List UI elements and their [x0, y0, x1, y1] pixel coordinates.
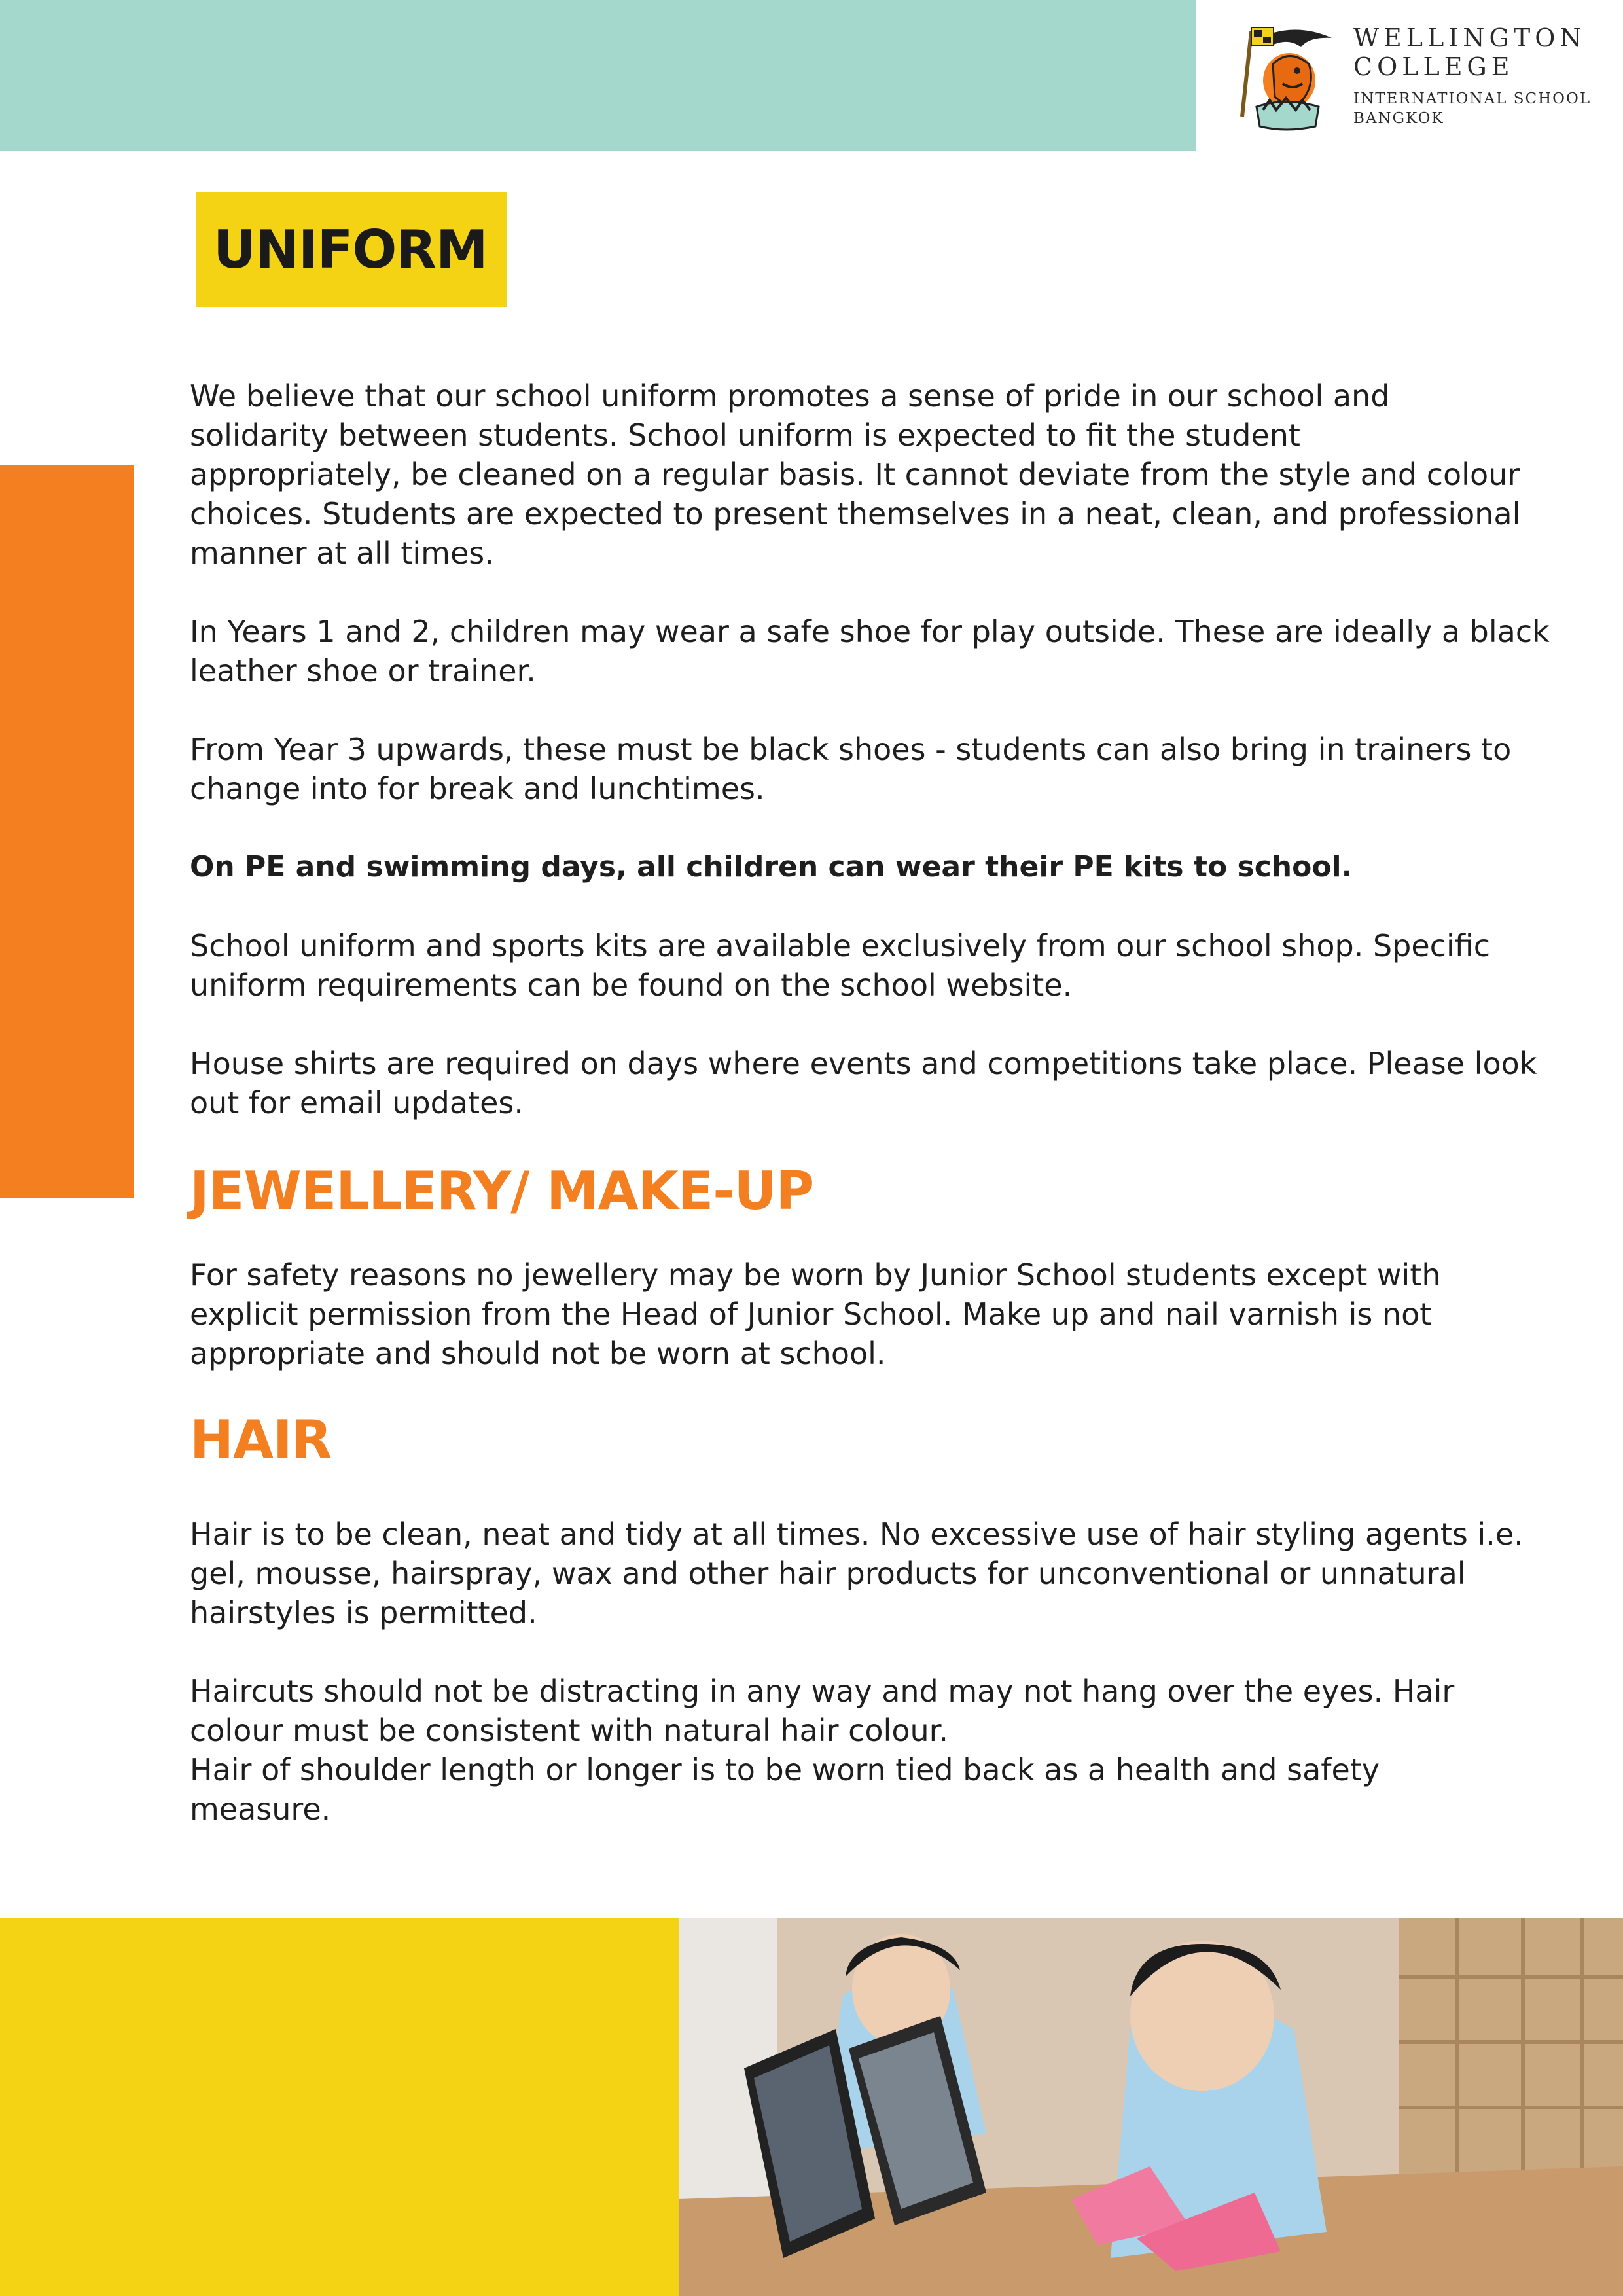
main-content [190, 376, 1571, 1829]
hair-paragraph-clean: Hair is to be clean, neat and tidy at all times. No excessive use of hair styling agents i.e. gel, mousse, hairspray, wax and other hair products for unconventional or unnatural hairstyles is permitted. [190, 1516, 1524, 1630]
bottom-yellow-block [0, 1918, 679, 2296]
logo-college: COLLEGE [1353, 52, 1514, 81]
jewellery-heading: JEWELLERY/ MAKE-UP [190, 1160, 814, 1221]
jewellery-paragraph: For safety reasons no jewellery may be worn by Junior School students except with explicit permission from the Head of Junior School. Make up and nail varnish is not appropriate and should not be worn at school. [190, 1257, 1441, 1371]
uniform-heading: UNIFORM [213, 219, 488, 280]
logo-wellington: WELLINGTON [1353, 24, 1586, 52]
uniform-paragraph-house-shirts: House shirts are required on days where events and competitions take place. Please look out for email updates. [190, 1046, 1537, 1121]
uniform-paragraph-pe-days: On PE and swimming days, all children can wear their PE kits to school. [190, 850, 1353, 884]
hair-paragraph-haircuts: Haircuts should not be distracting in any way and may not hang over the eyes. Hair colour must be consistent with natural hair colour. Hair of shoulder length or longer is to be worn tied back as a health and safety measure. [190, 1674, 1455, 1827]
school-logo [1237, 18, 1603, 143]
uniform-paragraph-school-shop: School uniform and sports kits are available exclusively from our school shop. Specific uniform requirements can be found on the school website. [190, 928, 1490, 1003]
uniform-paragraph-pride: We believe that our school uniform promotes a sense of pride in our school and solidarity between students. School uniform is expected to fit the student appropriately, be cleaned on a regular basis. It cannot deviate from the style and colour choices. Students are expected to present themselves in a neat, clean, and professional manner at all times. [190, 378, 1521, 571]
logo-bangkok: BANGKOK [1353, 110, 1444, 127]
hair-heading: HAIR [190, 1409, 332, 1470]
logo-international-school: INTERNATIONAL SCHOOL [1353, 90, 1592, 107]
classroom-photo [679, 1918, 1623, 2296]
orange-side-bar [0, 465, 134, 1198]
uniform-paragraph-years-1-2: In Years 1 and 2, children may wear a safe shoe for play outside. These are ideally a black leather shoe or trainer. [190, 614, 1550, 689]
top-teal-band [0, 0, 1196, 151]
lion-crest-icon [1237, 18, 1335, 136]
uniform-paragraph-year-3: From Year 3 upwards, these must be black shoes - students can also bring in trainers to change into for break and lunchtimes. [190, 732, 1512, 806]
